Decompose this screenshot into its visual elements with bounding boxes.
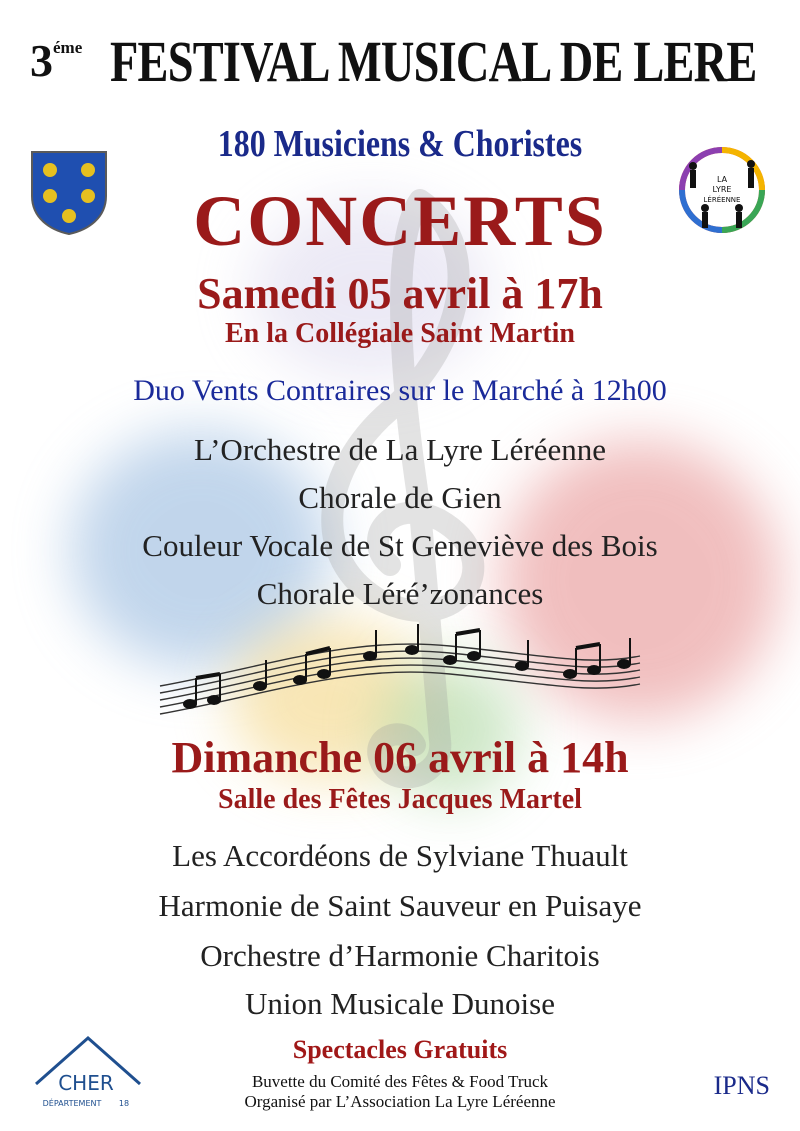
page-title: FESTIVAL MUSICAL DE LERE (110, 29, 757, 94)
saturday-performer: L’Orchestre de La Lyre Léréenne (194, 432, 606, 467)
ipns-label: IPNS (713, 1071, 770, 1100)
sunday-date: Dimanche 06 avril à 14h (171, 733, 629, 782)
title-ordinal (30, 34, 82, 87)
music-staff-icon (150, 616, 650, 726)
free-shows-label: Spectacles Gratuits (292, 1035, 508, 1064)
cher-department: DÉPARTEMENT (42, 1099, 102, 1108)
header (0, 28, 800, 108)
saturday-extra-event: Duo Vents Contraires sur le Marché à 12h00 (133, 374, 667, 407)
footer-line-refreshments: Buvette du Comité des Fêtes & Food Truck (251, 1072, 549, 1091)
headline: CONCERTS (193, 181, 607, 261)
saturday-performer: Chorale de Gien (298, 480, 502, 515)
saturday-venue: En la Collégiale Saint Martin (225, 318, 575, 349)
saturday-date: Samedi 05 avril à 17h (197, 269, 603, 318)
subtitle: 180 Musiciens & Choristes (217, 123, 583, 165)
sunday-venue: Salle des Fêtes Jacques Martel (218, 784, 582, 815)
sunday-performer: Union Musicale Dunoise (245, 986, 555, 1021)
cher-department-logo (28, 1032, 148, 1112)
lyre-logo-line1: LA (716, 175, 728, 184)
cher-number: 18 (118, 1099, 130, 1108)
ordinal-number: 3 (30, 35, 53, 86)
footer-line-organizer: Organisé par L’Association La Lyre Léréenne (244, 1092, 556, 1111)
ordinal-suffix: éme (53, 38, 83, 57)
cher-name: CHER (58, 1071, 114, 1095)
saturday-performer: Chorale Léré’zonances (256, 576, 544, 611)
sunday-performer: Orchestre d’Harmonie Charitois (200, 938, 600, 973)
lyre-logo-line2: LYRE (712, 185, 732, 194)
lyre-logo-line3: LÉRÉENNE (703, 196, 741, 204)
sunday-performer: Les Accordéons de Sylviane Thuault (172, 838, 628, 873)
sunday-performer: Harmonie de Saint Sauveur en Puisaye (158, 888, 642, 923)
saturday-performer: Couleur Vocale de St Geneviève des Bois (142, 528, 658, 563)
